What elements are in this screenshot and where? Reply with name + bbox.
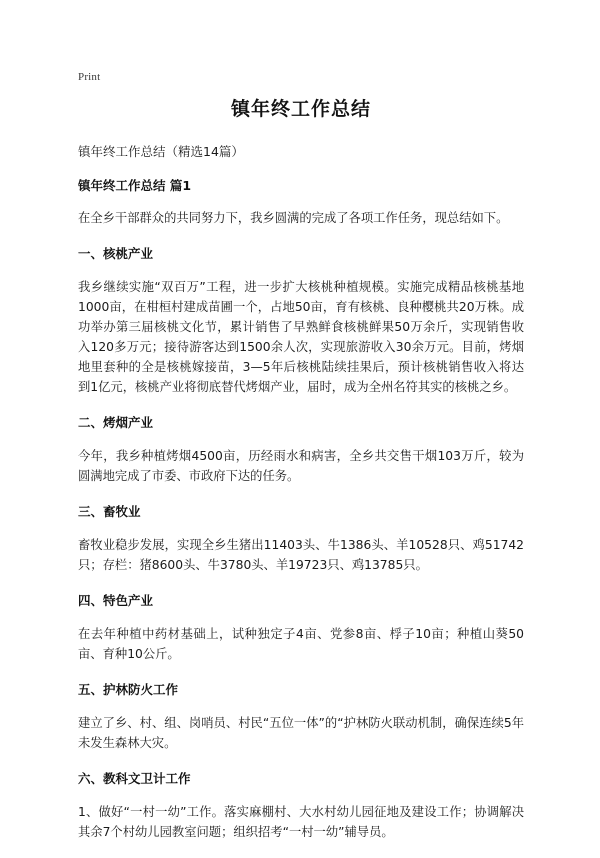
document-content: [78, 96, 524, 858]
article-title: 镇年终工作总结 篇1: [78, 178, 192, 193]
section-tobacco: [78, 413, 524, 486]
section-paragraph: 在去年种植中药材基础上，试种独定子4亩、党参8亩、桴子10亩；种植山葵50亩、育种10公斤。: [78, 627, 524, 661]
section-heading: 六、教科文卫计工作: [78, 771, 191, 786]
section-heading: 五、护林防火工作: [78, 682, 179, 697]
section-livestock: [78, 502, 524, 575]
section-forest-fire: [78, 680, 524, 753]
section-heading: 四、特色产业: [78, 593, 154, 608]
print-link[interactable]: Print: [78, 71, 101, 83]
section-paragraph: 我乡继续实施“双百万”工程，进一步扩大核桃种植规模。实施完成精品核桃基地1000亩，在柑桓村建成苗圃一个，占地50亩，育有核桃、良种樱桃共20万株。成功举办第三届核桃文化节，累计销售了早熟鲜食核桃鲜果50万余斤，实现销售收入120多万元；接待游客达到1500余人次，实现旅游收入30余万元。目前，烤烟地里套种的全是核桃嫁接苗，3—5年后核桃陆续挂果后，预计核桃销售收入将达到1亿元，核桃产业将彻底替代烤烟产业，届时，成为全州名符其实的核桃之乡。: [78, 280, 524, 394]
section-heading: 二、烤烟产业: [78, 415, 154, 430]
section-paragraph: 畜牧业稳步发展，实现全乡生猪出11403头、牛1386头、羊10528只、鸡51742只；存栏：猪8600头、牛3780头、羊19723只、鸡13785只。: [78, 538, 524, 572]
page-title: 镇年终工作总结: [230, 98, 371, 120]
section-education: [78, 769, 524, 842]
section-paragraph: 1、做好“一村一幼”工作。落实麻棚村、大水村幼儿园征地及建设工作；协调解决其余7个村幼儿园教室问题；组织招考“一村一幼”辅导员。: [78, 805, 524, 839]
section-specialty: [78, 591, 524, 664]
section-heading: 三、畜牧业: [78, 504, 141, 519]
intro-paragraph: 在全乡干部群众的共同努力下，我乡圆满的完成了各项工作任务，现总结如下。: [78, 211, 509, 225]
document-subtitle: 镇年终工作总结（精选14篇）: [78, 144, 244, 159]
section-heading: 一、核桃产业: [78, 246, 154, 261]
section-paragraph: 建立了乡、村、组、岗哨员、村民“五位一体”的“护林防火联动机制，确保连续5年未发生森林大灾。: [78, 716, 524, 750]
section-walnut: [78, 244, 524, 397]
section-paragraph: 今年，我乡种植烤烟4500亩，历经雨水和病害，全乡共交售干烟103万斤，较为圆满地完成了市委、市政府下达的任务。: [78, 449, 524, 483]
